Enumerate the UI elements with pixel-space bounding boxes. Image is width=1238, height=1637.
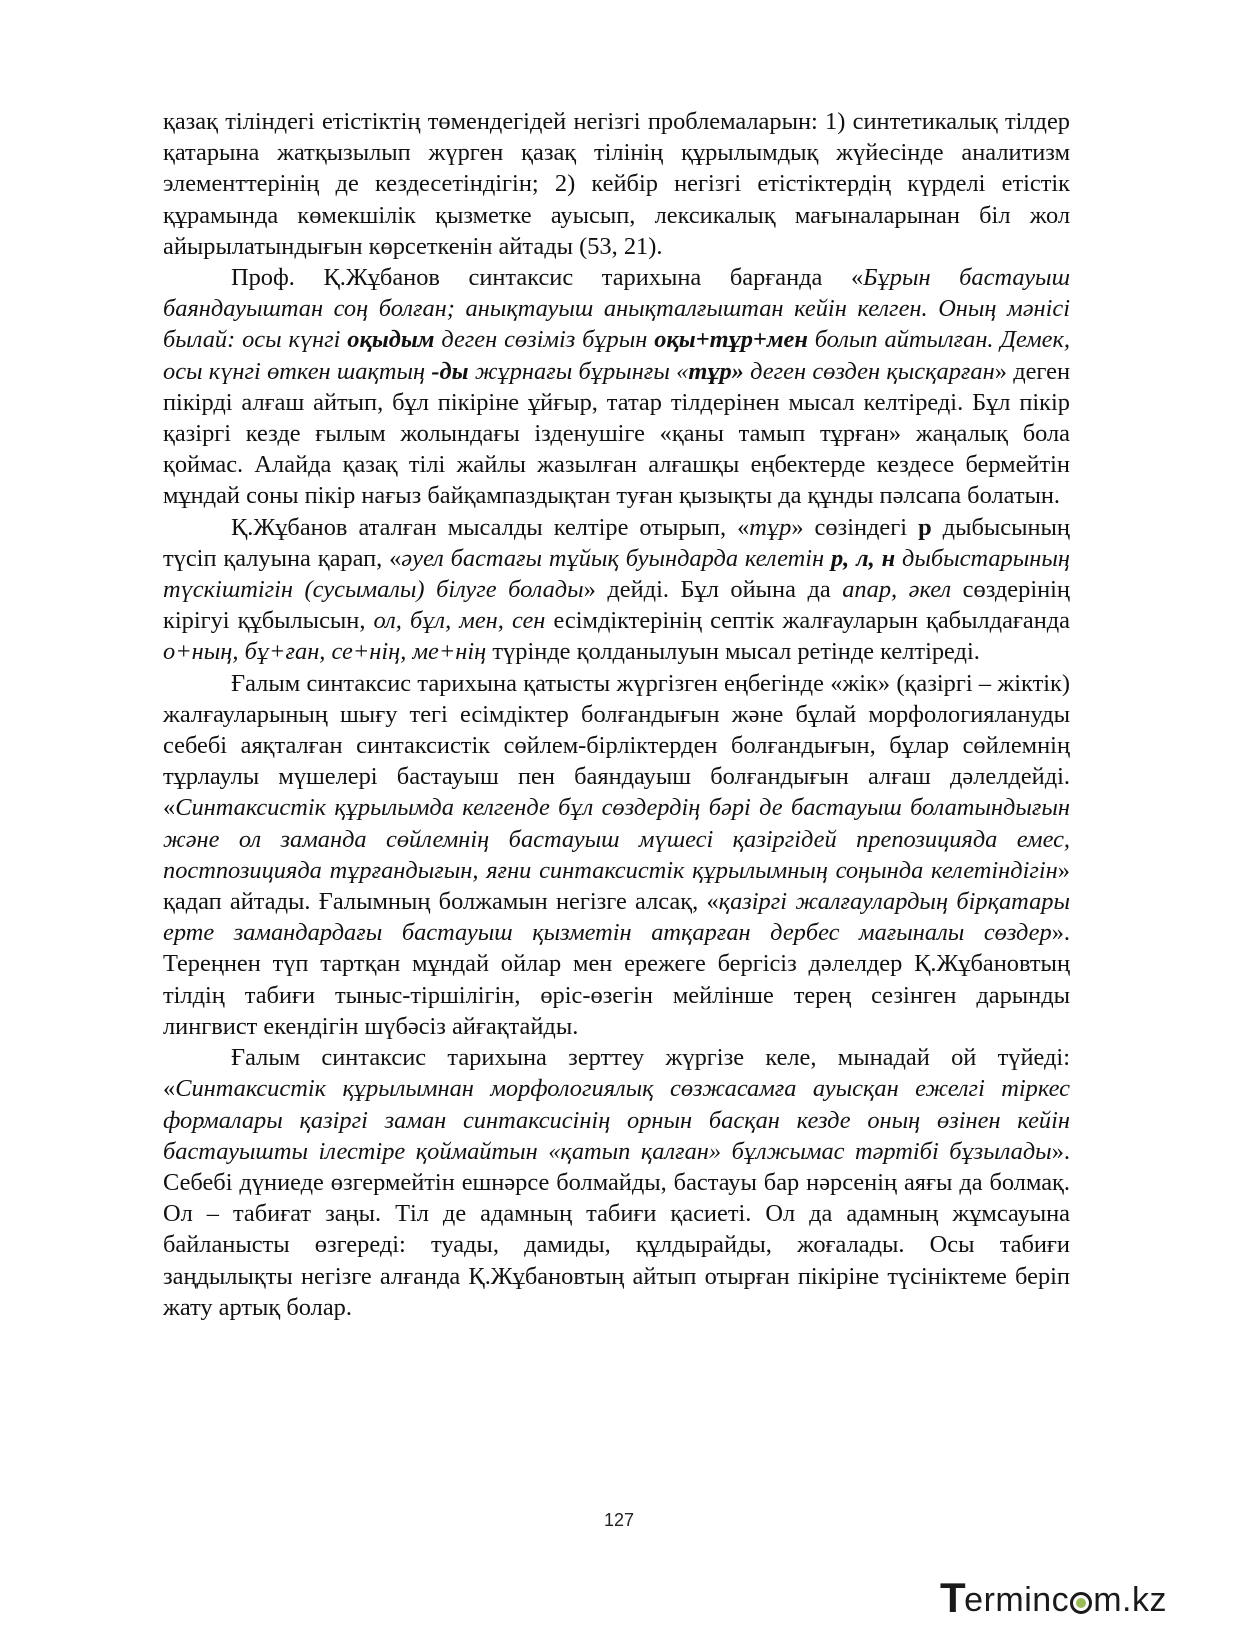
watermark-letter-t: T — [940, 1574, 967, 1621]
text-run: р — [918, 513, 932, 541]
text-run: ». Себебі дүниеде өзгермейтін ешнәрсе болмайды, бастауы бар нәрсенің аяғы да болмақ. Ол – табиғат заңы. Тіл де адамның табиғи қасиеті. Ол да адамның жұмсауына байланысты өзгереді: туады, дамиды, құлдырайды, жоғалады. Осы табиғи заңдылықты негізге алғанда Қ.Жұбановтың айтып отырған пікіріне түсініктеме беріп жату артық болар. — [163, 1137, 1070, 1321]
text-run: оқыдым — [347, 326, 435, 354]
text-run: оқы+тұр+мен — [654, 326, 808, 354]
text-run: апар, әкел — [842, 576, 952, 604]
text-run: Проф. Қ.Жұбанов синтаксис тарихына барғанда « — [231, 264, 864, 292]
text-run: тұр» — [688, 357, 744, 385]
paragraph-2 — [163, 262, 1070, 512]
text-run: деген сөзіміз бұрын — [434, 326, 655, 354]
page-number: 127 — [603, 1510, 635, 1530]
text-run: ол, бұл, мен, сен — [373, 607, 546, 635]
text-run: ». Тереңнен түп тартқан мұндай ойлар мен ережеге бергісіз дәлелдер Қ.Жұбановтың тілдің табиғи тыныс-тіршілігін, өріс-өзегін мейлінше терең сезінген дарынды лингвист екендігін шүбәсіз айғақтайды. — [163, 919, 1070, 1040]
text-run: р, л, н — [830, 544, 896, 572]
text-run: болып айтылған. Демек, осы күнгі өткен шақтың — [163, 326, 1070, 385]
text-run: тұр — [749, 513, 792, 541]
paragraph-4 — [163, 668, 1070, 1042]
text-run: Ғалым синтаксис тарихына қатысты жүргізген еңбегінде «жік» (қазіргі – жіктік) жалғауларының шығу тегі есімдіктер болғандығын және бұлай морфологиялануды себебі аяқталған синтаксистік сөйлем-бірліктерден болғандығын, бұлар сөйлемнің тұрлаулы мүшелері бастауыш пен баяндауыш болғандығын алғаш дәлелдейді. « — [163, 669, 1070, 822]
text-run: дыбыстарының түскіштігін (сусымалы) білуге болады — [163, 544, 1070, 604]
text-run: » сөзіндегі — [791, 513, 919, 541]
text-run: дыбысының түсіп қалуына қарап, « — [163, 513, 1070, 572]
text-run: Ғалым синтаксис тарихына зерттеу жүргізе келе, мынадай ой түйеді: « — [163, 1044, 1070, 1103]
text-run: қазіргі жалғаулардың бірқатары ерте замандардағы бастауыш қызметін атқарған дербес мағыналы сөздер — [163, 888, 1070, 947]
text-run: Бұрын бастауыш баяндауыштан соң болған; анықтауыш анықталғыштан кейін келген. Оның мәнісі былай: осы күнгі — [163, 264, 1070, 354]
text-run: Синтаксистік құрылымда келгенде бұл сөздердің бәрі де бастауыш болатындығын және ол заманда сөйлемнің бастауыш мүшесі қазіргідей препозицияда емес, постпозицияда тұрғандығын, яғни синтаксистік құрылымның соңында келетіндігін — [163, 794, 1070, 884]
termincom-watermark-logo — [940, 1574, 1167, 1622]
paragraph-3 — [163, 512, 1070, 668]
text-run: есімдіктерінің септік жалғауларын қабылдағанда — [545, 607, 1071, 635]
globe-icon — [1070, 1592, 1092, 1614]
paragraph-1 — [163, 106, 1070, 262]
text-run: о+ның, бұ+ған, се+нің, ме+нің — [163, 638, 487, 666]
text-run: -ды — [431, 357, 469, 385]
text-run: жұрнағы бұрынғы « — [468, 357, 689, 385]
text-run: Қ.Жұбанов аталған мысалды келтіре отырып, « — [231, 513, 750, 541]
text-run: деген сөзден қысқарған — [743, 357, 995, 385]
text-run: сөздерінің кірігуі құбылысын, — [163, 576, 1070, 635]
text-run: » деген пікірді алғаш айтып, бұл пікіріне ұйғыр, татар тілдерінен мысал келтіреді. Бұл пікір қазіргі кезде ғылым жолындағы ізденушіге «қаны тамып тұрған» жаңалық бола қоймас. Алайда қазақ тілі жайлы жазылған алғашқы еңбектерде кездесе бермейтін мұндай соны пікір нағыз байқампаздықтан туған қызықты да құнды пәлсапа болатын. — [163, 357, 1070, 510]
watermark-text-part1: erminc — [964, 1580, 1070, 1619]
text-run: қазақ тіліндегі етістіктің төмендегідей негізгі проблемаларын: 1) синтетикалық тілдер қатарына жатқызылып жүрген қазақ тілінің құрылымдық жүйесінде аналитизм элементтерінің де кездесетіндігін; 2) кейбір негізгі етістіктердің күрделі етістік құрамында көмекшілік қызметке ауысып, лексикалық мағыналарынан біл жол айырылатындығын көрсеткенін айтады (53, 21). — [163, 108, 1070, 260]
paragraph-5 — [163, 1042, 1070, 1323]
text-run: түрінде қолданылуын мысал ретінде келтіреді. — [486, 638, 980, 666]
text-run: Синтаксистік құрылымнан морфологиялық сөзжасамға ауысқан ежелгі тіркес формалары қазіргі заман синтаксисінің орнын басқан кезде оның өзінен кейін бастауышты ілестіре қоймайтын «қатып қалған» бұлжымас тәртібі бұзылады — [163, 1075, 1070, 1165]
watermark-text-part2: m.kz — [1093, 1580, 1167, 1619]
text-run: » дейді. Бұл ойына да — [583, 576, 843, 604]
text-run: » қадап айтады. Ғалымның болжамын негізге алсақ, « — [163, 856, 1070, 916]
text-run: әуел бастағы тұйық буындарда келетін — [401, 544, 831, 572]
document-page — [163, 106, 1070, 1323]
